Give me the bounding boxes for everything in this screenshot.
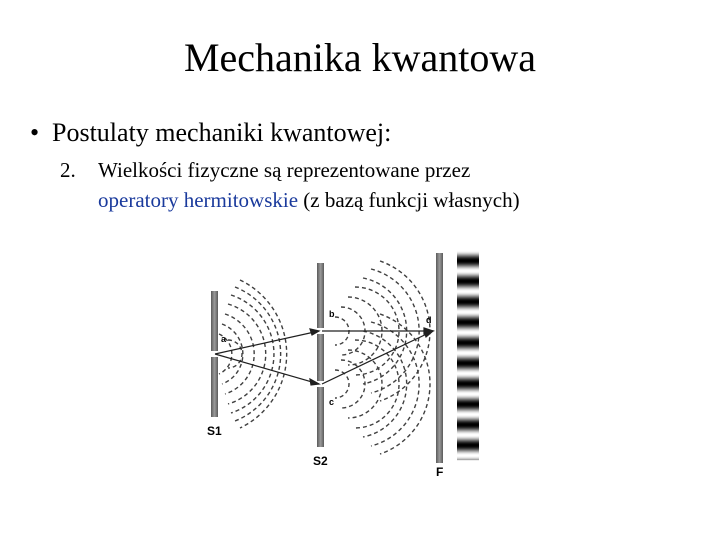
item-line-2-rest: (z bazą funkcji własnych) bbox=[298, 188, 520, 212]
item-number: 2. bbox=[60, 158, 76, 182]
label-a: a bbox=[221, 334, 227, 344]
bullet-icon: • bbox=[30, 118, 40, 147]
slide-title: Mechanika kwantowa bbox=[183, 35, 537, 80]
label-c: c bbox=[329, 397, 335, 407]
label-b: b bbox=[329, 309, 335, 319]
barrier-s2 bbox=[317, 263, 324, 447]
label-s1: S1 bbox=[207, 424, 222, 438]
label-f: F bbox=[436, 465, 444, 479]
interference-pattern bbox=[457, 250, 479, 460]
label-s2: S2 bbox=[313, 454, 328, 468]
screen-f bbox=[436, 253, 443, 463]
label-d: d bbox=[426, 315, 432, 325]
wavefronts-bc bbox=[335, 261, 430, 454]
bullet-item bbox=[30, 115, 391, 151]
wavefronts-a bbox=[219, 280, 287, 428]
hermitian-operators-link[interactable]: operatory hermitowskie bbox=[98, 188, 299, 212]
numbered-item bbox=[60, 155, 520, 215]
item-line-2 bbox=[98, 185, 520, 215]
bullet-text: Postulaty mechaniki kwantowej: bbox=[52, 118, 392, 147]
double-slit-diagram bbox=[195, 245, 495, 485]
item-line-1: Wielkości fizyczne są reprezentowane przez bbox=[98, 158, 471, 182]
